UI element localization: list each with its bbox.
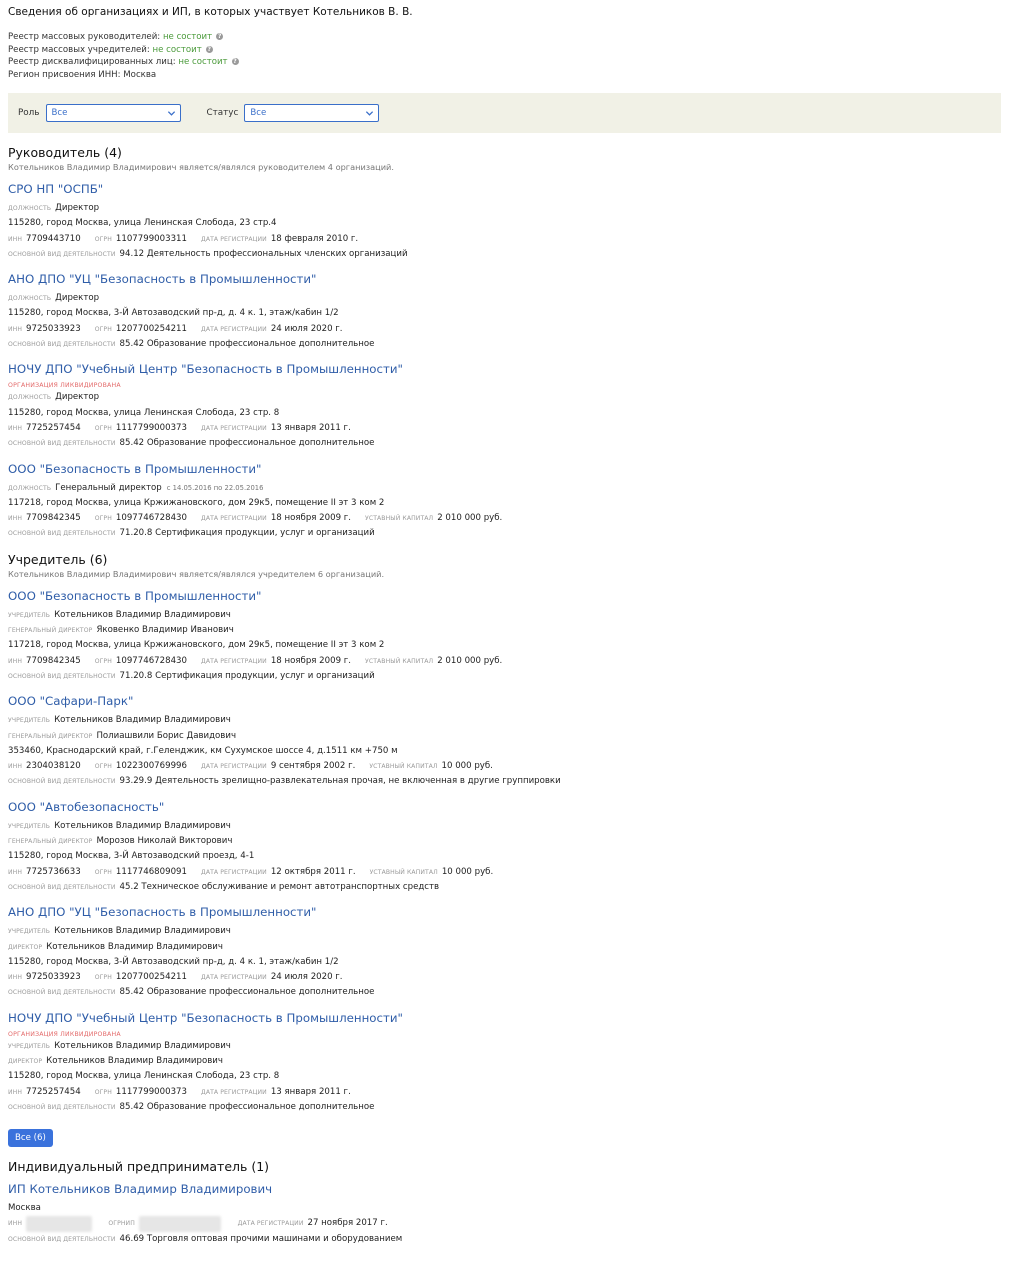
founder-label: УЧРЕДИТЕЛЬ <box>8 822 51 830</box>
capital-pair <box>370 867 494 877</box>
activity-label: ОСНОВНОЙ ВИД ДЕЯТЕЛЬНОСТИ <box>8 440 116 448</box>
position-row <box>8 201 1001 216</box>
org-card <box>8 589 1001 684</box>
inn-label: ИНН <box>8 657 23 665</box>
founder-section-title: Учредитель (6) <box>8 551 108 567</box>
ogrn-label: ОГРН <box>94 763 112 771</box>
inn-value: 7709842345 <box>26 655 81 666</box>
position-label: ДОЛЖНОСТЬ <box>8 295 52 303</box>
org-title-link[interactable]: ООО "Сафари-Парк" <box>8 694 134 709</box>
address-row: 115280, город Москва, улица Ленинская Слобода, 23 стр. 8 <box>8 407 280 418</box>
org-card <box>8 462 1001 542</box>
founder-label: УЧРЕДИТЕЛЬ <box>8 611 51 619</box>
ids-row <box>8 759 1001 774</box>
activity-row <box>8 985 1001 1000</box>
director-label: ГЕНЕРАЛЬНЫЙ ДИРЕКТОР <box>8 627 93 635</box>
inn-label: ИНН <box>8 868 23 876</box>
ip-region: Москва <box>8 1203 41 1214</box>
inn-value-blurred <box>26 1216 92 1231</box>
director-label: ГЕНЕРАЛЬНЫЙ ДИРЕКТОР <box>8 732 93 740</box>
ip-card <box>8 1182 1001 1247</box>
founder-value: Котельников Владимир Владимирович <box>54 926 231 937</box>
liquidated-status: ОРГАНИЗАЦИЯ ЛИКВИДИРОВАНА <box>8 382 121 390</box>
ip-ids-row <box>8 1216 1001 1231</box>
ogrn-label: ОГРН <box>94 657 112 665</box>
ids-row <box>8 322 1001 337</box>
ogrnip-label: ОГРНИП <box>108 1220 135 1228</box>
position-label: ДОЛЖНОСТЬ <box>8 205 52 212</box>
reg-date-value: 13 января 2011 г. <box>270 422 351 433</box>
ids-row <box>8 970 1001 985</box>
ogrnip-value-blurred <box>139 1216 221 1231</box>
director-row <box>8 1054 1001 1069</box>
activity-label: ОСНОВНОЙ ВИД ДЕЯТЕЛЬНОСТИ <box>8 1103 116 1111</box>
reg-date-pair <box>201 972 343 982</box>
org-title-link[interactable]: АНО ДПО "УЦ "Безопасность в Промышленности" <box>8 272 317 287</box>
org-title-link[interactable]: НОЧУ ДПО "Учебный Центр "Безопасность в Промышленности" <box>8 362 403 377</box>
liquidated-status: ОРГАНИЗАЦИЯ ЛИКВИДИРОВАНА <box>8 1030 121 1038</box>
ogrn-pair <box>95 972 187 982</box>
role-select-value: Все <box>51 108 68 118</box>
registry-value: не состоит <box>162 32 213 42</box>
activity-row <box>8 436 1001 451</box>
inn-pair <box>8 972 81 982</box>
capital-value: 2 010 000 руб. <box>437 513 503 524</box>
ip-activity-row <box>8 1232 1001 1247</box>
activity-value: 71.20.8 Сертификация продукции, услуг и организаций <box>119 670 375 681</box>
position-row <box>8 291 1001 306</box>
reg-date-pair <box>201 513 351 523</box>
activity-value: 71.20.8 Сертификация продукции, услуг и организаций <box>119 528 375 539</box>
ogrn-label: ОГРН <box>94 325 112 333</box>
chevron-down-icon <box>365 109 374 118</box>
activity-label: ОСНОВНОЙ ВИД ДЕЯТЕЛЬНОСТИ <box>8 672 116 680</box>
inn-label: ИНН <box>8 325 23 333</box>
director-label: ДИРЕКТОР <box>8 943 43 951</box>
ogrn-value: 1022300769996 <box>115 761 187 772</box>
founder-value: Котельников Владимир Владимирович <box>54 609 231 620</box>
activity-value: 93.29.9 Деятельность зрелищно-развлекательная прочая, не включенная в другие группировки <box>119 776 561 787</box>
founder-value: Котельников Владимир Владимирович <box>54 715 231 726</box>
position-value: Директор <box>55 392 100 403</box>
ids-row <box>8 232 1001 247</box>
registry-label: Реестр массовых руководителей: <box>8 32 161 42</box>
ogrn-label: ОГРН <box>94 515 112 523</box>
reg-date-value: 18 ноября 2009 г. <box>270 513 352 524</box>
director-value: Полиашвили Борис Давидович <box>96 730 237 741</box>
position-row <box>8 481 1001 496</box>
founder-row <box>8 1039 1001 1054</box>
capital-pair <box>365 513 502 523</box>
page-title: Сведения об организациях и ИП, в которых участвует Котельников В. В. <box>8 6 413 18</box>
activity-row <box>8 774 1001 789</box>
status-filter-label: Статус <box>206 108 239 118</box>
inn-pair <box>8 513 81 523</box>
position-value: Генеральный директор <box>55 482 162 493</box>
director-row <box>8 623 1001 638</box>
address-row: 115280, город Москва, 3-Й Автозаводский пр-д, д. 4 к. 1, этаж/кабин 1/2 <box>8 956 339 967</box>
ids-row <box>8 511 1001 526</box>
inn-value: 9725033923 <box>26 323 81 334</box>
address-row: 115280, город Москва, улица Ленинская Слобода, 23 стр.4 <box>8 218 277 229</box>
inn-pair <box>8 761 81 771</box>
org-card <box>8 362 1001 451</box>
ogrn-value: 1097746728430 <box>115 655 187 666</box>
capital-label: УСТАВНЫЙ КАПИТАЛ <box>365 657 434 665</box>
org-title-link[interactable]: НОЧУ ДПО "Учебный Центр "Безопасность в Промышленности" <box>8 1010 403 1025</box>
reg-date-value: 18 февраля 2010 г. <box>270 233 359 244</box>
reg-date-label: ДАТА РЕГИСТРАЦИИ <box>200 1088 267 1096</box>
capital-value: 2 010 000 руб. <box>437 655 503 666</box>
role-filter-label: Роль <box>18 108 40 118</box>
reg-date-label: ДАТА РЕГИСТРАЦИИ <box>200 657 267 665</box>
inn-pair <box>8 1087 81 1097</box>
activity-label: ОСНОВНОЙ ВИД ДЕЯТЕЛЬНОСТИ <box>8 250 116 258</box>
help-icon[interactable]: ? <box>207 45 211 53</box>
ogrn-pair <box>95 867 187 877</box>
registry-value: Москва <box>123 69 157 80</box>
org-title-link[interactable]: СРО НП "ОСПБ" <box>8 182 104 196</box>
inn-value: 7709842345 <box>26 513 81 524</box>
activity-label: ОСНОВНОЙ ВИД ДЕЯТЕЛЬНОСТИ <box>8 1235 116 1243</box>
registry-line <box>8 69 1001 82</box>
inn-value: 7725736633 <box>26 866 81 877</box>
founder-row <box>8 608 1001 623</box>
head-org-list <box>8 182 1001 542</box>
org-title-link[interactable]: ООО "Безопасность в Промышленности" <box>8 588 262 603</box>
founder-row <box>8 713 1001 728</box>
inn-value: 7725257454 <box>26 422 81 433</box>
activity-label: ОСНОВНОЙ ВИД ДЕЯТЕЛЬНОСТИ <box>8 530 116 538</box>
activity-label: ОСНОВНОЙ ВИД ДЕЯТЕЛЬНОСТИ <box>8 778 116 786</box>
help-icon[interactable]: ? <box>233 58 237 65</box>
reg-date-pair <box>201 423 351 433</box>
reg-date-value: 24 июля 2020 г. <box>270 972 343 983</box>
ids-row <box>8 1085 1001 1100</box>
registry-value: не состоит <box>152 44 202 55</box>
activity-row <box>8 247 1001 262</box>
inn-pair <box>8 324 81 334</box>
capital-label: УСТАВНЫЙ КАПИТАЛ <box>369 868 438 876</box>
ogrn-label: ОГРН <box>94 1088 112 1096</box>
org-card <box>8 1011 1001 1115</box>
position-label: ДОЛЖНОСТЬ <box>8 394 52 402</box>
ogrn-pair <box>95 761 187 771</box>
org-title-link[interactable]: ООО "Автобезопасность" <box>8 799 165 814</box>
reg-date-pair <box>201 234 358 244</box>
ogrn-pair <box>95 324 187 334</box>
capital-value: 10 000 руб. <box>441 866 494 877</box>
org-title-link[interactable]: ООО "Безопасность в Промышленности" <box>8 461 262 476</box>
capital-label: УСТАВНЫЙ КАПИТАЛ <box>365 515 434 523</box>
registries-block <box>8 31 1001 81</box>
status-select-value: Все <box>250 108 267 118</box>
capital-value: 10 000 руб. <box>441 761 493 772</box>
chevron-down-icon <box>167 109 176 118</box>
inn-label: ИНН <box>8 974 23 982</box>
director-row <box>8 834 1001 849</box>
activity-row <box>8 1100 1001 1115</box>
ogrn-label: ОГРН <box>94 868 112 876</box>
inn-label: ИНН <box>8 515 23 523</box>
inn-value: 2304038120 <box>26 761 81 772</box>
founder-section-subtitle: Котельников Владимир Владимирович является/являлся учредителем 6 организаций. <box>8 568 385 579</box>
inn-value: 7709443710 <box>26 233 81 244</box>
inn-pair <box>8 423 81 433</box>
reg-date-label: ДАТА РЕГИСТРАЦИИ <box>237 1220 304 1228</box>
reg-date-value: 13 января 2011 г. <box>270 1086 351 1097</box>
ip-section-title: Индивидуальный предприниматель (1) <box>8 1159 270 1175</box>
registry-value: не состоит <box>178 57 228 67</box>
director-row <box>8 729 1001 744</box>
ids-row <box>8 865 1001 880</box>
org-title-link[interactable]: АНО ДПО "УЦ "Безопасность в Промышленности" <box>8 905 317 920</box>
director-row <box>8 940 1001 955</box>
position-row <box>8 390 1001 405</box>
ogrn-label: ОГРН <box>94 974 112 982</box>
reg-date-pair <box>201 656 351 666</box>
founder-org-list <box>8 589 1001 1115</box>
activity-row <box>8 880 1001 895</box>
address-row: 353460, Краснодарский край, г.Геленджик, км Сухумское шоссе 4, д.1511 км +750 м <box>8 745 398 756</box>
ogrn-value: 1117799000373 <box>115 422 187 433</box>
org-card <box>8 182 1001 262</box>
inn-value: 9725033923 <box>26 972 81 983</box>
activity-value: 46.69 Торговля оптовая прочими машинами и оборудованием <box>119 1233 403 1244</box>
ids-row <box>8 654 1001 669</box>
activity-row <box>8 337 1001 352</box>
ip-title-link[interactable]: ИП Котельников Владимир Владимирович <box>8 1182 273 1197</box>
ogrn-pair <box>95 513 187 523</box>
activity-label: ОСНОВНОЙ ВИД ДЕЯТЕЛЬНОСТИ <box>8 341 116 349</box>
ogrn-pair <box>95 234 187 244</box>
reg-date-label: ДАТА РЕГИСТРАЦИИ <box>200 424 267 432</box>
address-row: 117218, город Москва, улица Кржижановского, дом 29к5, помещение II эт 3 ком 2 <box>8 497 385 508</box>
registry-line <box>8 31 1001 44</box>
reg-date-pair <box>201 324 343 334</box>
founder-row <box>8 924 1001 939</box>
ogrn-value: 1207700254211 <box>115 972 187 983</box>
help-icon[interactable]: ? <box>217 33 222 40</box>
address-row: 117218, город Москва, улица Кржижановского, дом 29к5, помещение II эт 3 ком 2 <box>8 640 385 651</box>
ids-row <box>8 421 1001 436</box>
director-value: Яковенко Владимир Иванович <box>96 625 234 636</box>
reg-date-value: 12 октября 2011 г. <box>270 866 356 877</box>
reg-date-pair <box>201 1087 351 1097</box>
reg-date-pair <box>201 761 355 771</box>
inn-label: ИНН <box>8 763 23 771</box>
org-card <box>8 905 1001 1000</box>
director-label: ДИРЕКТОР <box>8 1057 43 1065</box>
inn-pair <box>8 656 81 666</box>
reg-date-label: ДАТА РЕГИСТРАЦИИ <box>200 515 267 523</box>
ogrn-value: 1117799000373 <box>115 1086 187 1097</box>
activity-value: 45.2 Техническое обслуживание и ремонт автотранспортных средств <box>119 881 440 892</box>
founder-label: УЧРЕДИТЕЛЬ <box>8 1042 51 1050</box>
show-all-button[interactable]: Все (6) <box>8 1129 53 1147</box>
inn-pair <box>8 867 81 877</box>
ogrn-value: 1107799003311 <box>115 233 187 244</box>
activity-label: ОСНОВНОЙ ВИД ДЕЯТЕЛЬНОСТИ <box>8 883 116 891</box>
activity-value: 94.12 Деятельность профессиональных членских организаций <box>119 248 408 259</box>
registry-line <box>8 44 1001 57</box>
capital-label: УСТАВНЫЙ КАПИТАЛ <box>369 763 438 771</box>
founder-label: УЧРЕДИТЕЛЬ <box>8 928 51 936</box>
org-card <box>8 800 1001 895</box>
position-label: ДОЛЖНОСТЬ <box>8 484 52 492</box>
activity-value: 85.42 Образование профессиональное дополнительное <box>119 339 375 350</box>
inn-label: ИНН <box>8 424 23 432</box>
reg-date-value: 27 ноября 2017 г. <box>307 1218 388 1229</box>
position-value: Директор <box>55 293 100 304</box>
registry-line <box>8 56 1001 69</box>
ogrn-pair <box>95 656 187 666</box>
address-row: 115280, город Москва, улица Ленинская Слобода, 23 стр. 8 <box>8 1071 280 1082</box>
reg-date-value: 18 ноября 2009 г. <box>270 655 352 666</box>
reg-date-value: 9 сентября 2002 г. <box>270 761 356 772</box>
role-select[interactable] <box>46 104 181 122</box>
inn-label: ИНН <box>8 1220 23 1228</box>
org-card <box>8 694 1001 789</box>
ogrn-pair <box>95 1087 187 1097</box>
inn-label: ИНН <box>8 235 23 243</box>
address-row: 115280, город Москва, 3-Й Автозаводский пр-д, д. 4 к. 1, этаж/кабин 1/2 <box>8 308 339 319</box>
reg-date-label: ДАТА РЕГИСТРАЦИИ <box>200 763 267 771</box>
ogrn-pair <box>95 423 187 433</box>
filter-bar <box>8 93 1001 133</box>
registry-label: Реестр массовых учредителей: <box>8 44 150 55</box>
reg-date-value: 24 июля 2020 г. <box>270 323 343 334</box>
inn-pair <box>8 234 81 244</box>
activity-value: 85.42 Образование профессиональное дополнительное <box>119 438 375 449</box>
reg-date-label: ДАТА РЕГИСТРАЦИИ <box>200 235 267 243</box>
activity-row <box>8 669 1001 684</box>
reg-date-label: ДАТА РЕГИСТРАЦИИ <box>200 868 267 876</box>
org-card <box>8 272 1001 352</box>
registry-label: Реестр дисквалифицированных лиц: <box>8 57 176 67</box>
ogrn-label: ОГРН <box>94 424 112 432</box>
status-select[interactable] <box>244 104 379 122</box>
inn-value: 7725257454 <box>26 1086 81 1097</box>
activity-value: 85.42 Образование профессиональное дополнительное <box>119 1101 375 1112</box>
director-label: ГЕНЕРАЛЬНЫЙ ДИРЕКТОР <box>8 838 93 846</box>
director-value: Морозов Николай Викторович <box>96 836 233 847</box>
ogrn-label: ОГРН <box>94 235 112 243</box>
capital-pair <box>369 761 493 771</box>
reg-date-label: ДАТА РЕГИСТРАЦИИ <box>200 325 267 333</box>
founder-value: Котельников Владимир Владимирович <box>54 1040 231 1051</box>
address-row: 115280, город Москва, 3-Й Автозаводский проезд, 4-1 <box>8 851 255 862</box>
reg-date-pair <box>201 867 356 877</box>
head-section-title: Руководитель (4) <box>8 145 122 160</box>
director-value: Котельников Владимир Владимирович <box>46 941 223 952</box>
activity-label: ОСНОВНОЙ ВИД ДЕЯТЕЛЬНОСТИ <box>8 989 116 997</box>
ogrn-value: 1117746809091 <box>115 866 187 877</box>
capital-pair <box>365 656 502 666</box>
director-value: Котельников Владимир Владимирович <box>46 1055 223 1066</box>
founder-row <box>8 819 1001 834</box>
ogrn-value: 1097746728430 <box>115 513 187 524</box>
ogrn-value: 1207700254211 <box>115 323 187 334</box>
registry-label: Регион присвоения ИНН: <box>8 69 121 80</box>
position-period: с 14.05.2016 по 22.05.2016 <box>166 483 264 492</box>
position-value: Директор <box>55 203 100 213</box>
inn-label: ИНН <box>8 1088 23 1096</box>
reg-date-label: ДАТА РЕГИСТРАЦИИ <box>200 974 267 982</box>
head-section-subtitle: Котельников Владимир Владимирович является/являлся руководителем 4 организаций. <box>8 162 394 172</box>
founder-label: УЧРЕДИТЕЛЬ <box>8 717 51 725</box>
activity-value: 85.42 Образование профессиональное дополнительное <box>119 987 375 998</box>
activity-row <box>8 526 1001 541</box>
founder-value: Котельников Владимир Владимирович <box>54 820 231 831</box>
